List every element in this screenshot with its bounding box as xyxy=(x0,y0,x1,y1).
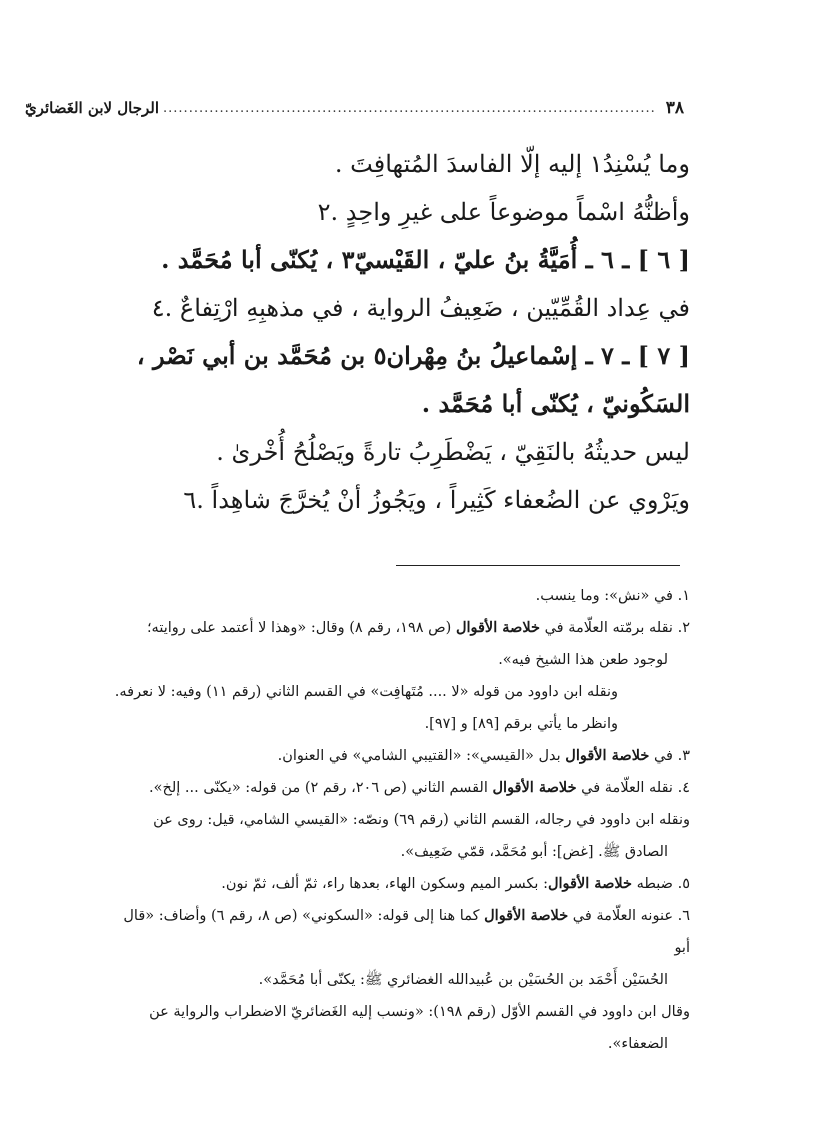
main-text xyxy=(110,140,690,524)
footnote: ٤. نقله العلّامة في خلاصة الأقوال القسم الثاني (ص ٢٠٦، رقم ٢) من قوله: «يكنّى ... إلخ». xyxy=(148,779,690,796)
footnote-subnote: ونقله ابن داوود من قوله «لا .... مُتَهافِت» في القسم الثاني (رقم ١١) وفيه: لا نعرفه. xyxy=(114,684,618,700)
footnote: ٢. نقله برمّته العلّامة في خلاصة الأقوال (ص ١٩٨، رقم ٨) وقال: «وهذا لا أعتمد على روايته؛ xyxy=(146,619,690,636)
page-header xyxy=(24,94,684,122)
footnote-continuation: الحُسَيْن أَحْمَد بن الحُسَيْن بن عُبيدالله الغضائري ﷺ: يكنّى أبا مُحَمَّد». xyxy=(258,972,668,988)
text-line: وما يُسْنِدُ١ إليه إلّا الفاسدَ المُتهافِتَ . xyxy=(334,150,690,178)
header-leader: ................................................................................................ xyxy=(163,100,656,116)
footnote: ٣. في خلاصة الأقوال بدل «القيسي»: «القتيبي الشامي» في العنوان. xyxy=(277,747,690,764)
running-title: الرجال لابن الغَضائريّ xyxy=(24,99,160,117)
entry-heading: [ ٧ ] ـ ٧ ـ إسْماعيلُ بنُ مِهْران٥ بن مُحَمَّد بن أبي نَصْر ، السَكُونيّ ، يُكنّى أبا مُحَمَّد . xyxy=(136,341,690,418)
footnotes xyxy=(110,580,690,1060)
footnote-continuation: الصادق ﷺ. [غض]: أبو مُحَمَّد، قمّي ضَعِيف». xyxy=(400,844,668,860)
page-number: ٣٨ xyxy=(665,98,684,118)
entry-heading: [ ٦ ] ـ ٦ ـ أُمَيَّةُ بنُ عليّ ، القَيْسيّ٣ ، يُكنّى أبا مُحَمَّد . xyxy=(161,245,690,274)
footnote: ١. في «نش»: وما ينسب. xyxy=(535,588,690,604)
text-line: ويَرْوي عن الضُعفاء كَثِيراً ، ويَجُوزُ أنْ يُخرَّجَ شاهِداً .٦ xyxy=(183,486,690,514)
footnote-continuation: الضعفاء». xyxy=(607,1036,668,1052)
footnote-subnote: وانظر ما يأتي برقم [٨٩] و [٩٧]. xyxy=(424,716,618,732)
text-line: في عِداد القُمِّيّين ، ضَعِيفُ الرواية ، في مذهبِهِ ارْتِفاعٌ .٤ xyxy=(151,294,690,322)
footnote-continuation: لوجود طعن هذا الشيخ فيه». xyxy=(498,652,668,668)
footnote: ٥. ضبطه خلاصة الأقوال: بكسر الميم وسكون الهاء، بعدها راء، ثمّ ألف، ثمّ نون. xyxy=(221,875,690,892)
footnote-continuation: وقال ابن داوود في القسم الأوّل (رقم ١٩٨): «ونسب إليه الغَضائريّ الاضطراب والرواية عن xyxy=(149,1004,690,1020)
footnote-separator xyxy=(396,565,680,566)
text-line: وأظنُّهُ اسْماً موضوعاً على غيرِ واحِدٍ .٢ xyxy=(317,198,690,226)
text-line: ليس حديثُهُ بالنَقِيّ ، يَضْطَرِبُ تارةً ويَصْلُحُ أُخْرىٰ . xyxy=(216,438,690,466)
footnote: ٦. عنونه العلّامة في خلاصة الأقوال كما هنا إلى قوله: «السكوني» (ص ٨، رقم ٦) وأضاف: «قال أبو xyxy=(123,907,690,956)
footnote-continuation: ونقله ابن داوود في رجاله، القسم الثاني (رقم ٦٩) ونصّه: «القيسي الشامي، قيل: روى عن xyxy=(153,812,690,828)
